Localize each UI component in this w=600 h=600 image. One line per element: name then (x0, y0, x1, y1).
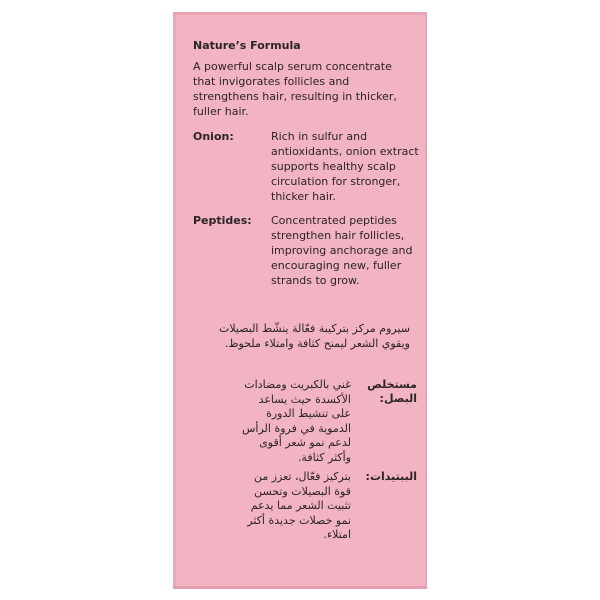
english-copy (193, 39, 418, 288)
arabic-description: سيروم مركز بتركيبة فعّالة ينشّط البصيلات ويقوي الشعر ليمنح كثافة وامتلاء ملحوظ. (218, 322, 410, 350)
box-left-shade (173, 15, 176, 587)
ingredient-peptides (193, 213, 418, 288)
product-description: A powerful scalp serum concentrate that invigorates follicles and strengthens hair, resulting in thicker, fuller hair. (193, 60, 397, 118)
ingredient-onion (193, 129, 418, 204)
ingredient-description: Concentrated peptides strengthen hair follicles, improving anchorage and encouraging new, fuller strands to grow. (271, 214, 413, 287)
arabic-onion-label: مستخلص البصل: (367, 378, 417, 405)
ingredient-description: Rich in sulfur and antioxidants, onion extract supports healthy scalp circulation for stronger, thicker hair. (271, 130, 419, 203)
ingredient-label: Onion: (193, 130, 234, 143)
arabic-peptides-label: الببتيدات: (365, 470, 417, 483)
arabic-onion-text: غني بالكبريت ومضادات الأكسدة حيث يساعد على تنشيط الدورة الدموية في فروة الرأس لدعم نمو شعر أقوى وأكثر كثافة. (242, 378, 351, 464)
box-bottom-edge (173, 586, 427, 589)
ingredient-label: Peptides: (193, 214, 252, 227)
panel-title: Nature’s Formula (193, 39, 301, 52)
arabic-peptides-text: بتركيز فعّال، تعزز من قوة البصيلات وتحسن تثبيت الشعر مما يدعم نمو خصلات جديدة أكثر امتلاء. (247, 470, 351, 541)
